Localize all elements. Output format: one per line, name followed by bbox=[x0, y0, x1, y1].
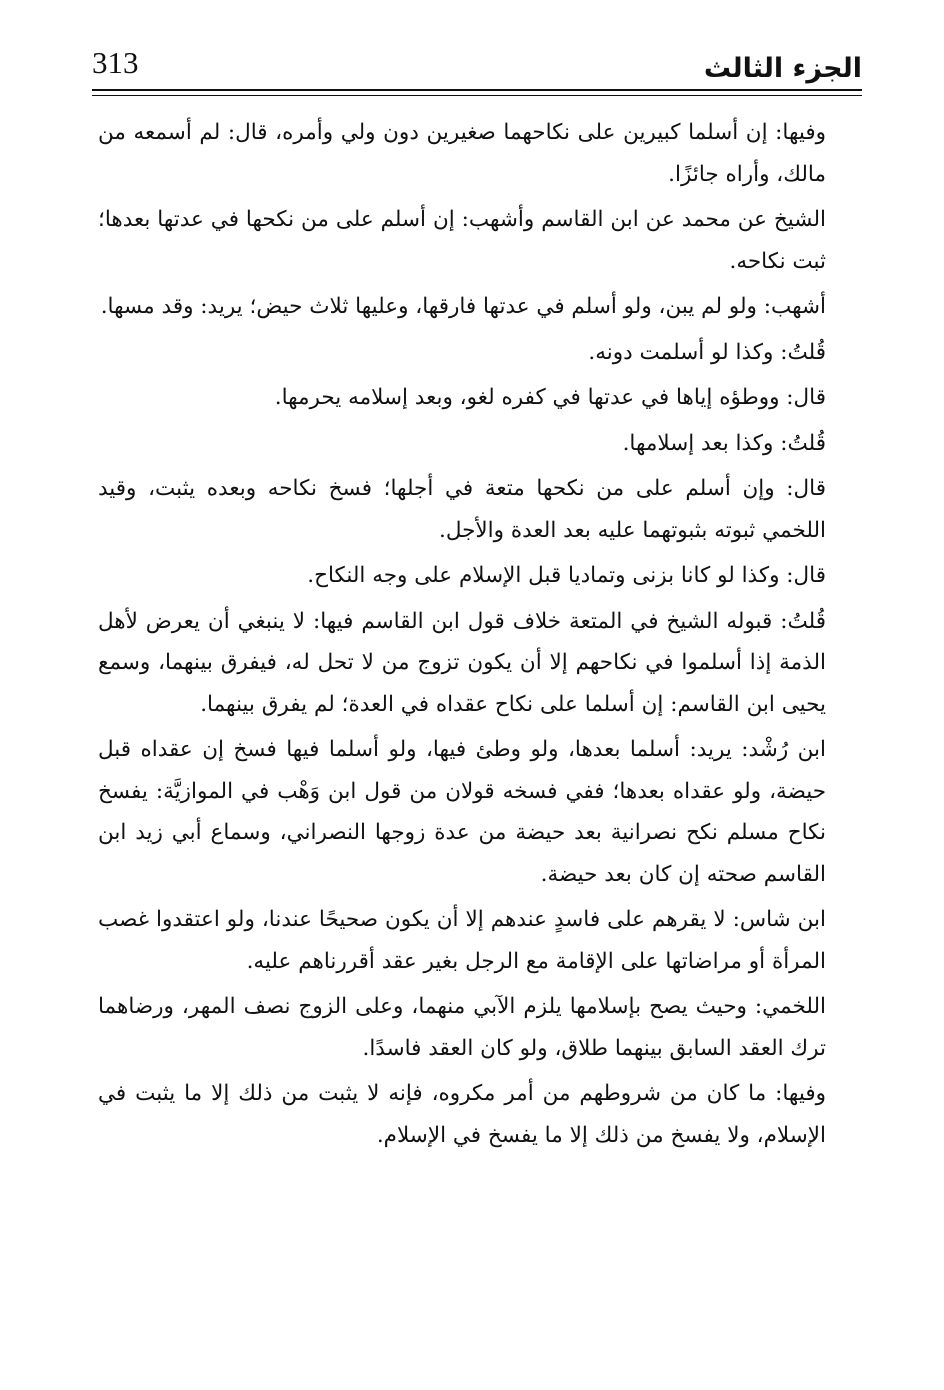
page-number: 313 bbox=[92, 45, 139, 80]
paragraph: قُلتُ: وكذا لو أسلمت دونه. bbox=[588, 339, 826, 365]
paragraph: قال: وكذا لو كانا بزنى وتماديا قبل الإسلام على وجه النكاح. bbox=[307, 563, 826, 588]
page-header bbox=[92, 34, 862, 94]
paragraph: قال: ووطؤه إياها في عدتها في كفره لغو، وبعد إسلامه يحرمها. bbox=[274, 385, 826, 410]
body-text bbox=[98, 112, 862, 1160]
paragraph: ابن شاس: لا يقرهم على فاسدٍ عندهم إلا أن يكون صحيحًا عندنا، ولو اعتقدوا غصب المرأة أو مراضاتها على الإقامة مع الرجل بغير عقد أقررناهم عليه. bbox=[98, 907, 826, 974]
paragraph: اللخمي: وحيث يصح بإسلامها يلزم الآبي منهما، وعلى الزوج نصف المهر، ورضاهما ترك العقد السابق بينهما طلاق، ولو كان العقد فاسدًا. bbox=[98, 994, 826, 1061]
paragraph: أشهب: ولو لم يبن، ولو أسلم في عدتها فارقها، وعليها ثلاث حيض؛ يريد: وقد مسها. bbox=[100, 294, 826, 319]
header-rule bbox=[92, 89, 862, 91]
paragraph: ابن رُشْد: يريد: أسلما بعدها، ولو وطئ فيها، ولو أسلما فيها فسخ إن عقداه قبل حيضة، ولو عقداه بعدها؛ ففي فسخه قولان من قول ابن وَهْب في الموازيَّة: يفسخ نكاح مسلم نكح نصرانية بعد حيضة من عدة زوجها النصراني، وسماع أبي زيد ابن القاسم صحته إن كان بعد حيضة. bbox=[98, 737, 826, 887]
paragraph: وفيها: ما كان من شروطهم من أمر مكروه، فإنه لا يثبت من ذلك إلا ما يثبت في الإسلام، ولا يفسخ من ذلك إلا ما يفسخ في الإسلام. bbox=[98, 1081, 826, 1148]
paragraph: وفيها: إن أسلما كبيرين على نكاحهما صغيرين دون ولي وأمره، قال: لم أسمعه من مالك، وأراه جائزًا. bbox=[98, 120, 826, 187]
paragraph: الشيخ عن محمد عن ابن القاسم وأشهب: إن أسلم على من نكحها في عدتها بعدها؛ ثبت نكاحه. bbox=[98, 207, 826, 274]
paragraph: قال: وإن أسلم على من نكحها متعة في أجلها؛ فسخ نكاحه وبعده يثبت، وقيد اللخمي ثبوته بثبوتهما عليه بعد العدة والأجل. bbox=[98, 476, 826, 543]
paragraph: قُلتُ: وكذا بعد إسلامها. bbox=[622, 430, 826, 456]
running-title: الجزء الثالث bbox=[703, 53, 862, 84]
header-rule-thin bbox=[92, 95, 862, 96]
paragraph: قُلتُ: قبوله الشيخ في المتعة خلاف قول ابن القاسم فيها: لا ينبغي أن يعرض لأهل الذمة إذا أسلموا في نكاحهم إلا أن يكون تزوج من لا تحل له، فيفرق بينهما، وسمع يحيى ابن القاسم: إن أسلما على نكاح عقداه في العدة؛ لم يفرق بينهما. bbox=[98, 608, 826, 717]
